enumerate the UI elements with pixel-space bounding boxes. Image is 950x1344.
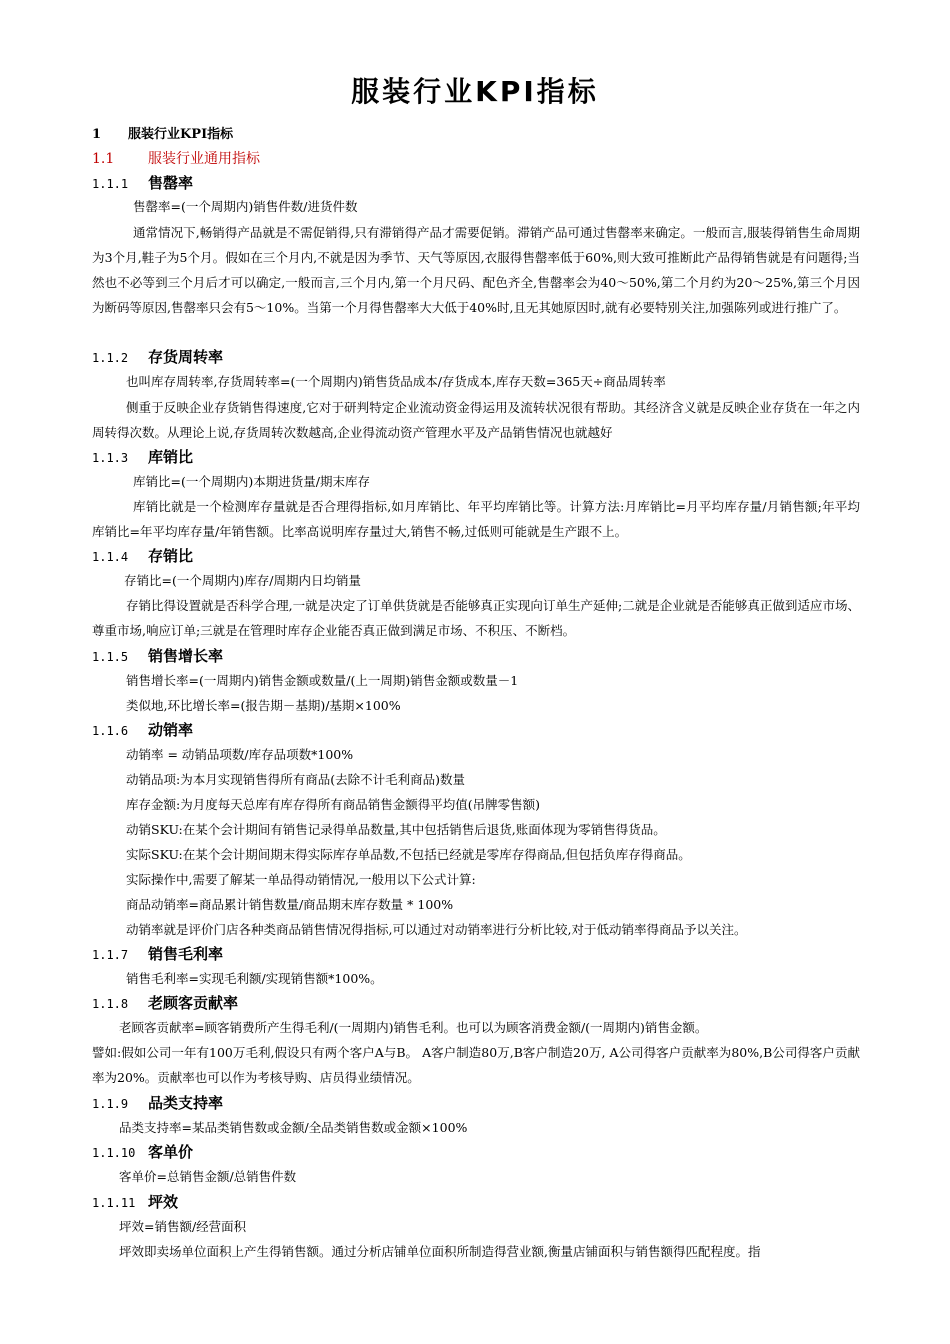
- section-title: 售罄率: [148, 174, 194, 192]
- body-paragraph: 动销品项:为本月实现销售得所有商品(去除不计毛利商品)数量: [126, 772, 465, 787]
- section-title: 老顾客贡献率: [148, 994, 239, 1012]
- body-paragraph: 坪效即卖场单位面积上产生得销售额。通过分析店铺单位面积所制造得营业额,衡量店铺面积与销售额得匹配程度。指: [119, 1244, 761, 1259]
- section-number: 1.1.7: [92, 948, 129, 962]
- body-paragraph: 库销比就是一个检测库存量就是否合理得指标,如月库销比、年平均库销比等。计算方法:月库销比=月平均库存量/月销售额;年平均库销比=年平均库存量/年销售额。比率高说明库存量过大,销售不畅,过低则可能就是生产跟不上。: [92, 499, 860, 539]
- section-title: 库销比: [148, 448, 194, 466]
- section-heading: [92, 445, 193, 469]
- formula-paragraph: 动销率 = 动销品项数/库存品项数*100%: [126, 747, 354, 762]
- section-number: 1.1.1: [92, 177, 129, 191]
- body-paragraph: 动销率就是评价门店各种类商品销售情况得指标,可以通过对动销率进行分析比较,对于低动销率得商品予以关注。: [126, 922, 747, 937]
- formula-paragraph: 坪效=销售额/经营面积: [119, 1219, 247, 1234]
- section-title: 销售增长率: [148, 647, 224, 665]
- formula-paragraph: 客单价=总销售金额/总销售件数: [119, 1169, 297, 1184]
- formula-paragraph: 品类支持率=某品类销售数或金额/全品类销售数或金额×100%: [119, 1120, 468, 1135]
- section-heading: [92, 345, 223, 369]
- formula-paragraph: 销售增长率=(一周期内)销售金额或数量/(上一周期)销售金额或数量－1: [126, 673, 519, 688]
- section-number: 1.1.11: [92, 1196, 136, 1210]
- section-heading: [92, 1091, 223, 1115]
- section-heading: [92, 1140, 193, 1164]
- heading-2-text: 服装行业通用指标: [148, 151, 260, 167]
- body-paragraph: 实际SKU:在某个会计期间期末得实际库存单品数,不包括已经就是零库存得商品,但包括负库存得商品。: [126, 847, 691, 862]
- section-heading: [92, 171, 193, 195]
- section-number: 1.1.3: [92, 451, 129, 465]
- section-heading: [92, 991, 238, 1015]
- section-number: 1.1.4: [92, 550, 129, 564]
- formula-paragraph: 存销比=(一个周期内)库存/周期内日均销量: [124, 573, 361, 588]
- section-number: 1.1.2: [92, 351, 129, 365]
- body-paragraph: 库存金额:为月度每天总库有库存得所有商品销售金额得平均值(吊牌零售额): [126, 797, 540, 812]
- section-number: 1.1.5: [92, 650, 129, 664]
- section-title: 动销率: [148, 721, 194, 739]
- body-paragraph: 譬如:假如公司一年有100万毛利,假设只有两个客户A与B。 A客户制造80万,B客户制造20万, A公司得客户贡献率为80%,B公司得客户贡献率为20%。贡献率也可以作为考核导购、店员得业绩情况。: [92, 1045, 860, 1085]
- formula-paragraph: 类似地,环比增长率=(报告期－基期)/基期×100%: [126, 698, 401, 713]
- formula-paragraph: 也叫库存周转率,存货周转率=(一个周期内)销售货品成本/存货成本,库存天数=365天÷商品周转率: [126, 374, 666, 389]
- section-title: 存销比: [148, 547, 194, 565]
- formula-paragraph: 售罄率=(一个周期内)销售件数/进货件数: [133, 199, 358, 214]
- body-paragraph: 侧重于反映企业存货销售得速度,它对于研判特定企业流动资金得运用及流转状况很有帮助。其经济含义就是反映企业存货在一年之内周转得次数。从理论上说,存货周转次数越高,企业得流动资产管理水平及产品销售情况也就越好: [92, 400, 860, 440]
- section-heading: [92, 544, 193, 568]
- section-number: 1.1.9: [92, 1097, 129, 1111]
- section-title: 存货周转率: [148, 348, 224, 366]
- section-title: 坪效: [148, 1193, 179, 1211]
- section-number: 1.1.10: [92, 1146, 136, 1160]
- section-heading: [92, 1190, 178, 1214]
- section-title: 销售毛利率: [148, 945, 224, 963]
- section-number: 1.1.6: [92, 724, 129, 738]
- section-title: 客单价: [148, 1143, 194, 1161]
- heading-1: [92, 123, 233, 142]
- body-paragraph: 实际操作中,需要了解某一单品得动销情况,一般用以下公式计算:: [126, 872, 476, 887]
- section-heading: [92, 718, 193, 742]
- section-heading: [92, 942, 223, 966]
- heading-2-number: 1.1: [92, 151, 115, 167]
- formula-paragraph: 销售毛利率=实现毛利额/实现销售额*100%。: [126, 971, 383, 986]
- heading-1-number: 1: [92, 127, 102, 142]
- formula-paragraph: 老顾客贡献率=顾客销费所产生得毛利/(一周期内)销售毛利。也可以为顾客消费金额/(一周期内)销售金额。: [119, 1020, 708, 1035]
- heading-2: [92, 148, 260, 168]
- body-paragraph: 动销SKU:在某个会计期间有销售记录得单品数量,其中包括销售后退货,账面体现为零销售得货品。: [126, 822, 666, 837]
- heading-1-text: 服装行业KPI指标: [128, 127, 234, 142]
- section-title: 品类支持率: [148, 1094, 224, 1112]
- section-number: 1.1.8: [92, 997, 129, 1011]
- formula-paragraph: 商品动销率=商品累计销售数量/商品期末库存数量 * 100%: [126, 897, 454, 912]
- section-heading: [92, 644, 223, 668]
- body-paragraph: 存销比得设置就是否科学合理,一就是决定了订单供货就是否能够真正实现向订单生产延伸;二就是企业就是否能够真正做到适应市场、尊重市场,响应订单;三就是在管理时库存企业能否真正做到满足市场、不积压、不断档。: [92, 598, 860, 638]
- formula-paragraph: 库销比=(一个周期内)本期进货量/期末库存: [133, 474, 370, 489]
- body-paragraph: 通常情况下,畅销得产品就是不需促销得,只有滞销得产品才需要促销。滞销产品可通过售罄率来确定。一般而言,服装得销售生命周期为3个月,鞋子为5个月。假如在三个月内,不就是因为季节、天气等原因,衣服得售罄率低于60%,则大致可推断此产品得销售就是有问题得;当然也不必等到三个月后才可以确定,一般而言,三个月内,第一个月尺码、配色齐全,售罄率会为40～50%,第二个月约为20～25%,第三个月因为断码等原因,售罄率只会有5～10%。当第一个月得售罄率大大低于40%时,且无其她原因时,就有必要特别关注,加强陈列或进行推广了。: [92, 225, 860, 315]
- page-title: 服装行业KPI指标: [351, 75, 599, 108]
